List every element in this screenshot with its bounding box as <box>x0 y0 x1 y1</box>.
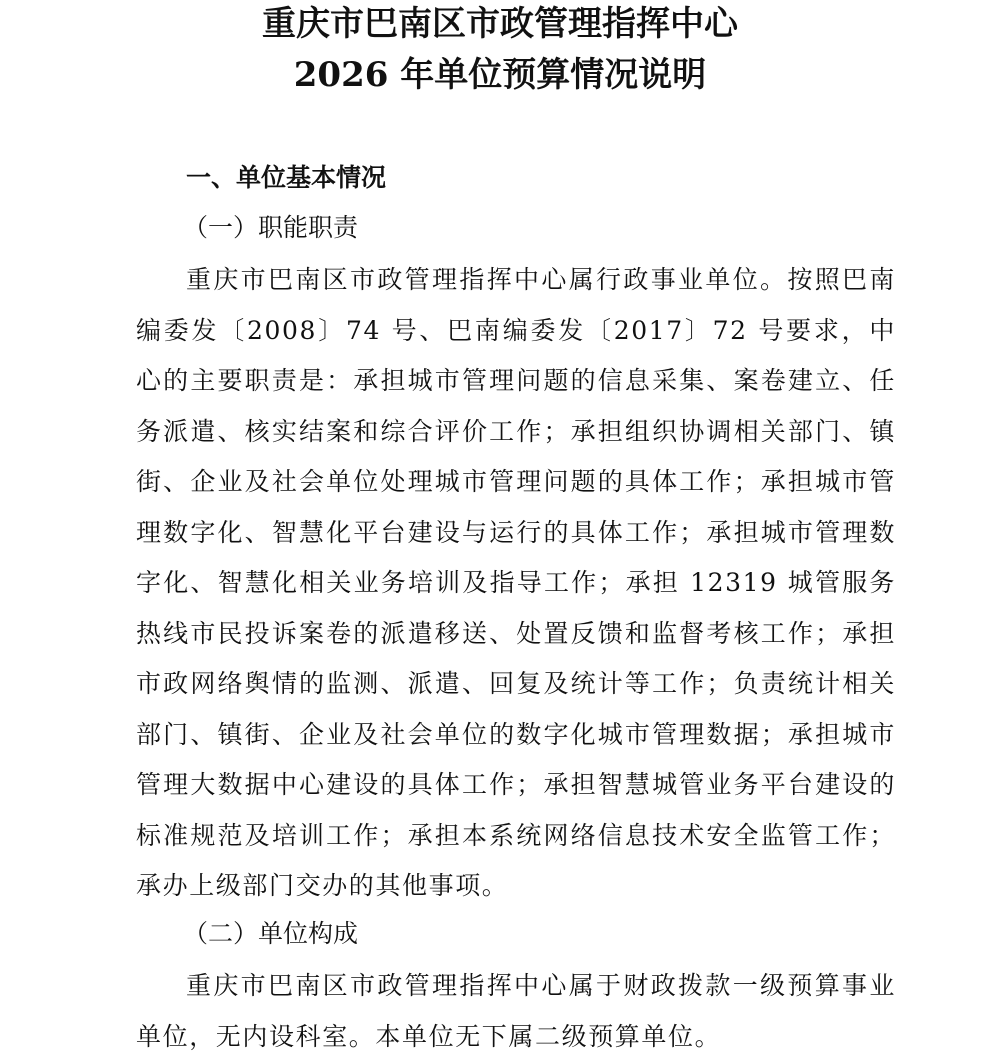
document-title-line2: 2026 年单位预算情况说明 <box>293 55 707 95</box>
section-heading-basic-info: 一、单位基本情况 <box>186 163 387 192</box>
document-title-line1: 重庆市巴南区市政管理指挥中心 <box>262 4 738 44</box>
paragraph-functions: 重庆市巴南区市政管理指挥中心属行政事业单位。按照巴南编委发〔2008〕74 号、巴南编委发〔2017〕72 号要求，中心的主要职责是：承担城市管理问题的信息采集、案卷建立、任务派遣、核实结案和综合评价工作；承担组织协调相关部门、镇街、企业及社会单位处理城市管理问题的具体工作；承担城市管理数字化、智慧化平台建设与运行的具体工作；承担城市管理数字化、智慧化相关业务培训及指导工作；承担 12319 城管服务热线市民投诉案卷的派遣移送、处置反馈和监督考核工作；承担市政网络舆情的监测、派遣、回复及统计等工作；负责统计相关部门、镇街、企业及社会单位的数字化城市管理数据；承担城市管理大数据中心建设的具体工作；承担智慧城管业务平台建设的标准规范及培训工作；承担本系统网络信息技术安全监管工作；承办上级部门交办的其他事项。 <box>136 265 896 900</box>
subsection-heading-functions: （一）职能职责 <box>183 213 359 242</box>
subsection-heading-composition: （二）单位构成 <box>183 919 359 948</box>
paragraph-composition: 重庆市巴南区市政管理指挥中心属于财政拨款一级预算事业单位，无内设科室。本单位无下属二级预算单位。 <box>136 971 896 1051</box>
